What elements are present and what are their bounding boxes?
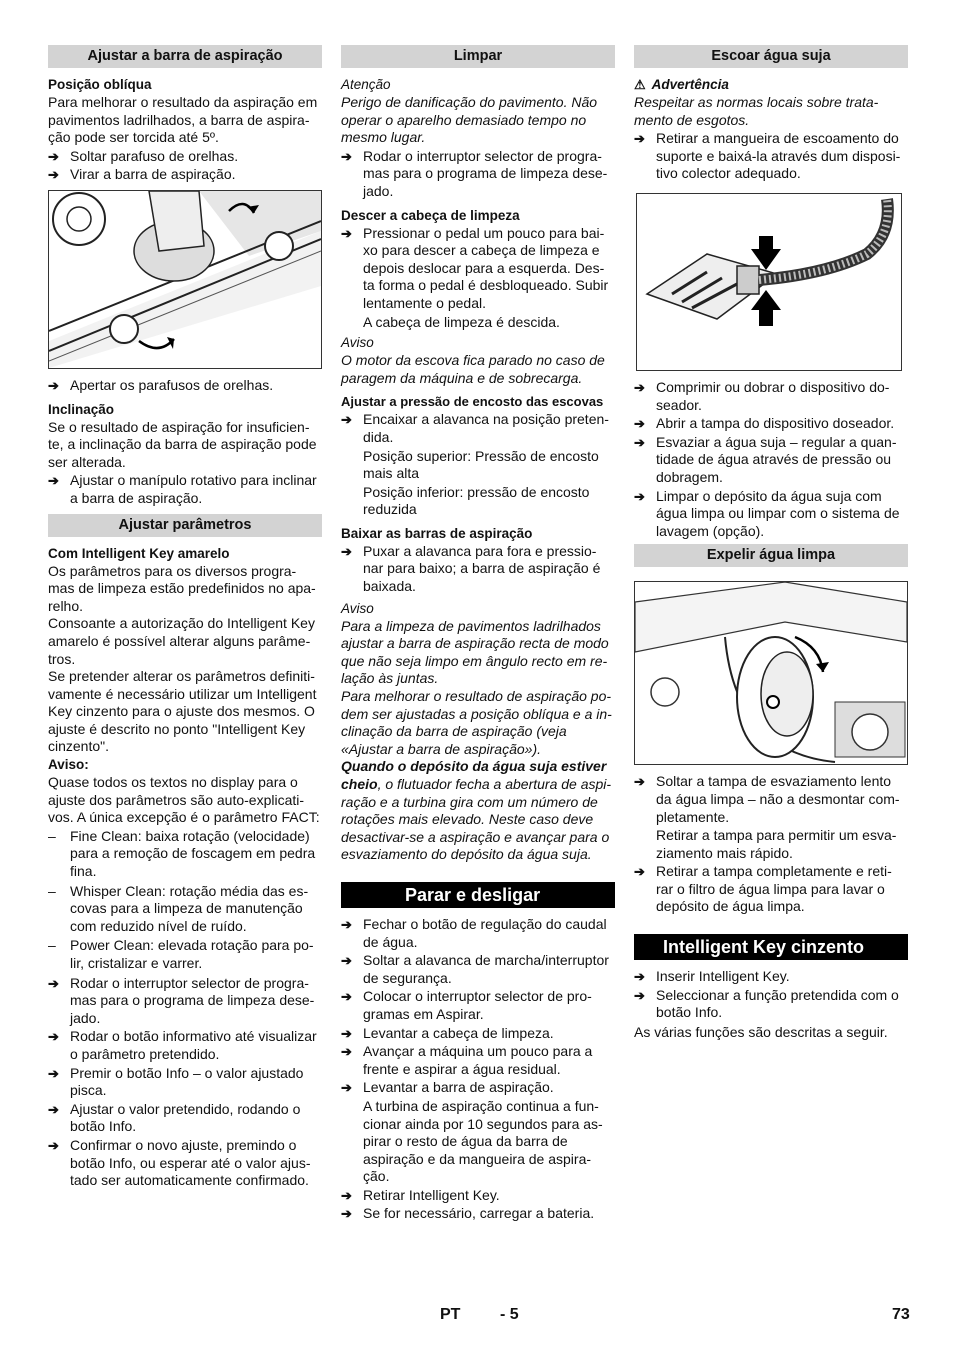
step: ➔ Fechar o botão de regulação do caudal de água. [341, 916, 615, 951]
section-heading-limpar: Limpar [341, 45, 615, 68]
step: ➔ Apertar os parafusos de orelhas. [48, 377, 322, 395]
paragraph: As várias funções são descritas a seguir. [634, 1023, 888, 1040]
column-1 [48, 45, 322, 1191]
figure-drain-hose [636, 193, 902, 371]
column-3 [634, 45, 908, 1041]
subheading-aviso: Aviso: [48, 757, 89, 773]
result-text: Retirar a tampa para permitir um esva-ziamento mais rápido. [656, 827, 897, 861]
step: ➔ Soltar parafuso de orelhas. [48, 148, 322, 166]
step: ➔ Inserir Intelligent Key. [634, 968, 908, 986]
step: ➔ Puxar a alavanca para fora e pressio-nar para baixo; a barra de aspiração é baixada. [341, 543, 615, 596]
subheading-baixar: Baixar as barras de aspiração [341, 525, 533, 541]
result-text: Posição inferior: pressão de encosto reduzida [363, 483, 590, 518]
subheading-inclinacao: Inclinação [48, 401, 115, 417]
step: ➔ Pressionar o pedal um pouco para bai-xo para descer a cabeça de limpeza e depois deslocar para a esquerda. Des-ta forma o pedal é desbloqueado. Subir lentamente o pedal. [341, 225, 615, 313]
step: ➔ Confirmar o novo ajuste, premindo o botão Info, ou esperar até o valor ajus-tado ser automaticamente confirmado. [48, 1137, 322, 1190]
paragraph: Se pretender alterar os parâmetros definiti-vamente é necessário utilizar um Intelligent Key cinzento para o ajuste dos mesmos. O ajuste é descrito no ponto "Intelligent Key cinzento". [48, 668, 317, 755]
subheading-descer: Descer a cabeça de limpeza [341, 207, 520, 223]
step: ➔ Soltar a tampa de esvaziamento lento da água limpa – não a desmontar com-pletamente. [634, 773, 908, 826]
paragraph: O motor da escova fica parado no caso de paragem da máquina e de sobrecarga. [341, 352, 605, 386]
step: ➔ Virar a barra de aspiração. [48, 166, 322, 184]
section-heading-expelir: Expelir água limpa [634, 544, 908, 567]
section-page: - 5 [500, 1306, 519, 1323]
page-number: 73 [892, 1306, 910, 1323]
paragraph: Os parâmetros para os diversos progra-mas de limpeza estão predefinidos no apa-relho. [48, 562, 316, 614]
column-2 [341, 45, 615, 1224]
step: ➔ Soltar a alavanca de marcha/interruptor de segurança. [341, 952, 615, 987]
step: ➔ Limpar o depósito da água suja com água limpa ou limpar com o sistema de lavagem (opção). [634, 488, 908, 541]
paragraph: Quase todos os textos no display para o ajuste dos parâmetros são auto-explicati-vos. A única excepção é o parâmetro FACT: [48, 774, 320, 826]
step: ➔ Avançar a máquina um pouco para a frente e aspirar a água residual. [341, 1043, 615, 1078]
subheading-key: Com Intelligent Key amarelo [48, 545, 230, 561]
paragraph: Consoante a autorização do Intelligent Key amarelo é possível alterar alguns parâme-tros. [48, 615, 315, 667]
subheading-aviso: Aviso [341, 600, 374, 616]
step: ➔ Premir o botão Info – o valor ajustado pisca. [48, 1065, 322, 1100]
step: ➔ Ajustar o manípulo rotativo para inclinar a barra de aspiração. [48, 472, 322, 507]
step: ➔ Ajustar o valor pretendido, rodando o botão Info. [48, 1101, 322, 1136]
subheading-atencao: Atenção [341, 77, 391, 92]
step: ➔ Esvaziar a água suja – regular a quan-tidade de água através de pressão ou dobragem. [634, 434, 908, 487]
step: ➔ Se for necessário, carregar a bateria. [341, 1205, 615, 1223]
step: ➔ Seleccionar a função pretendida com o botão Info. [634, 987, 908, 1022]
step: ➔ Rodar o interruptor selector de progra-mas para o programa de limpeza dese-jado. [341, 148, 615, 201]
subheading-pressao: Ajustar a pressão de encosto das escovas [341, 394, 604, 410]
emphasis: Quando o depósito da água suja estiver cheio [341, 758, 607, 792]
figure-clean-water-cap [634, 581, 908, 765]
section-heading-parar: Parar e desligar [341, 882, 615, 908]
list-item: – Whisper Clean: rotação média das es-covas para a limpeza de manutenção com reduzido nível de ruído. [48, 883, 322, 936]
paragraph: Se o resultado de aspiração for insuficien-te, a inclinação da barra de aspiração pode ser alterada. [48, 418, 317, 470]
warning-triangle-icon: ⚠ [634, 77, 646, 92]
subheading-advertencia [634, 76, 908, 93]
section-heading-barra: Ajustar a barra de aspiração [48, 45, 322, 68]
paragraph: Para melhorar o resultado de aspiração po-dem ser ajustadas a posição oblíqua e a in-clinação da barra de aspiração (veja «Ajustar a barra de aspiração»). [341, 688, 612, 757]
step: ➔ Retirar a tampa completamente e reti-rar o filtro de água limpa para lavar o depósito de água limpa. [634, 863, 908, 916]
step: ➔ Retirar Intelligent Key. [341, 1187, 615, 1205]
step: ➔ Rodar o interruptor selector de progra-mas para o programa de limpeza dese-jado. [48, 975, 322, 1028]
step: ➔ Levantar a barra de aspiração. [341, 1079, 615, 1097]
paragraph: Para a limpeza de pavimentos ladrilhados ajustar a barra de aspiração recta de modo que não seja limpo em ângulo recto em re-lação às juntas. [341, 617, 609, 687]
result-text: Posição superior: Pressão de encosto mais alta [363, 447, 599, 482]
paragraph: Respeitar as normas locais sobre trata-mento de esgotos. [634, 94, 879, 128]
step: ➔ Abrir a tampa do dispositivo doseador. [634, 415, 908, 433]
section-heading-parametros: Ajustar parâmetros [48, 514, 322, 537]
advertencia-label: Advertência [651, 77, 729, 92]
result-text: A cabeça de limpeza é descida. [363, 313, 560, 330]
step: ➔ Rodar o botão informativo até visualizar o parâmetro pretendido. [48, 1028, 322, 1063]
subheading-aviso: Aviso [341, 335, 374, 351]
subheading-oblique: Posição oblíqua [48, 77, 152, 92]
section-heading-intelligent-key: Intelligent Key cinzento [634, 934, 908, 960]
step: ➔ Levantar a cabeça de limpeza. [341, 1025, 615, 1043]
list-item: – Power Clean: elevada rotação para po-lir, cristalizar e varrer. [48, 937, 322, 972]
paragraph: Perigo de danificação do pavimento. Não operar o aparelho demasiado tempo no mesmo lugar. [341, 94, 598, 146]
paragraph: Para melhorar o resultado da aspiração em pavimentos ladrilhados, a barra de aspira-ção pode ser torcida até 5º. [48, 94, 318, 146]
section-heading-escoar: Escoar água suja [634, 45, 908, 68]
list-item: – Fine Clean: baixa rotação (velocidade) para a remoção de foscagem em pedra fina. [48, 828, 322, 881]
page-footer [0, 1306, 954, 1330]
result-text: A turbina de aspiração continua a fun-cionar ainda por 10 segundos para as-pirar o resto de água da barra de aspiração e da mangueira de aspira-ção. [363, 1097, 603, 1185]
step: ➔ Encaixar a alavanca na posição preten-dida. [341, 411, 615, 446]
step: ➔ Colocar o interruptor selector de pro-gramas em Aspirar. [341, 988, 615, 1023]
step: ➔ Retirar a mangueira de escoamento do suporte e baixá-la através dum disposi-tivo colector adequado. [634, 130, 908, 183]
language-code: PT [440, 1306, 461, 1323]
step: ➔ Comprimir ou dobrar o dispositivo do-seador. [634, 379, 908, 414]
paragraph [341, 758, 615, 864]
figure-squeegee-bar [48, 190, 322, 369]
paragraph-rest: , o flutuador fecha a abertura de aspi-ração e a turbina gira com um número de rotações mais elevado. Neste caso deve desactivar-se a aspiração e avançar para o esvaziamento do depósito da água suja. [341, 776, 612, 863]
